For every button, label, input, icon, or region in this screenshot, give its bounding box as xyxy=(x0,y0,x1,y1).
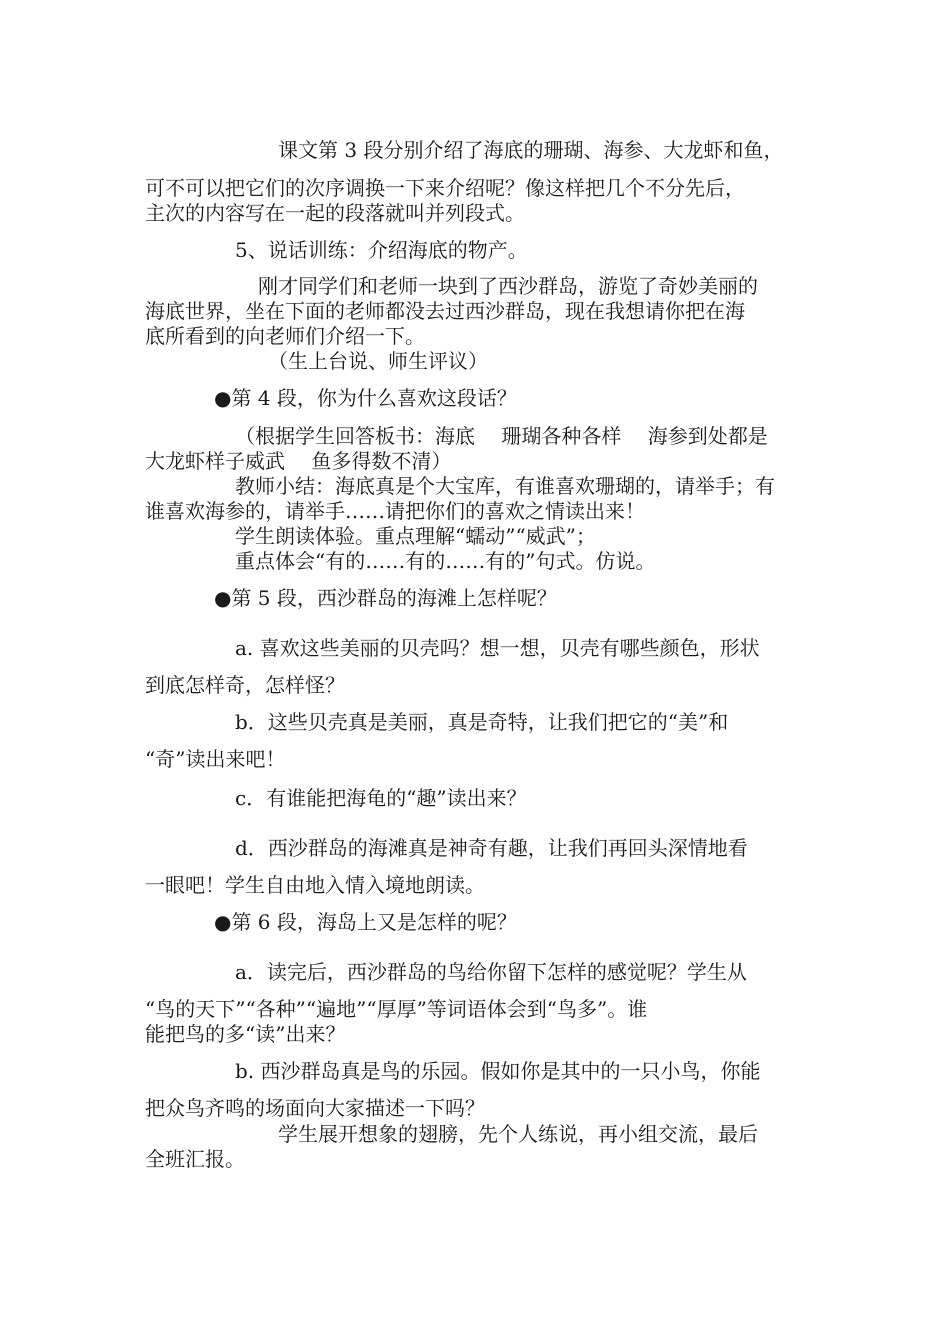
text-line: 课文第 3 段分别介绍了海底的珊瑚、海参、大龙虾和鱼， xyxy=(278,138,784,162)
text-line: 把众鸟齐鸣的场面向大家描述一下吗？ xyxy=(145,1096,485,1120)
text-line: 大龙虾样子威武 鱼多得数不清） xyxy=(145,449,452,473)
text-line: 底所看到的向老师们介绍一下。 xyxy=(145,324,425,348)
text-line: b. 西沙群岛真是鸟的乐园。假如你是其中的一只小鸟，你能 xyxy=(235,1059,761,1083)
text-line: （根据学生回答板书：海底 珊瑚各种各样 海参到处都是 xyxy=(235,424,768,448)
text-line: ●第 5 段，西沙群岛的海滩上怎样呢？ xyxy=(214,586,557,610)
text-line: 海底世界，坐在下面的老师都没去过西沙群岛，现在我想请你把在海 xyxy=(145,299,745,323)
text-line: d．西沙群岛的海滩真是神奇有趣，让我们再回头深情地看 xyxy=(235,836,748,860)
text-line: 主次的内容写在一起的段落就叫并列段式。 xyxy=(145,201,525,225)
text-line: 学生展开想象的翅膀，先个人练说，再小组交流，最后 xyxy=(278,1122,758,1146)
text-line: （生上台说、师生评议） xyxy=(268,349,488,373)
text-line: 教师小结：海底真是个大宝库，有谁喜欢珊瑚的，请举手；有 xyxy=(235,474,775,498)
text-line: “鸟的天下”“各种”“遍地”“厚厚”等词语体会到“鸟多”。谁 xyxy=(145,997,648,1021)
text-line: “奇”读出来吧！ xyxy=(145,747,286,771)
text-line: ●第 4 段，你为什么喜欢这段话？ xyxy=(214,386,517,410)
text-line: 到底怎样奇，怎样怪？ xyxy=(145,673,345,697)
text-line: c．有谁能把海龟的“趣”读出来？ xyxy=(235,786,527,810)
text-line: 能把鸟的多“读”出来？ xyxy=(145,1022,346,1046)
text-line: 5、说话训练：介绍海底的物产。 xyxy=(235,238,528,262)
text-line: 可不可以把它们的次序调换一下来介绍呢？像这样把几个不分先后， xyxy=(145,176,745,200)
text-line: a．读完后，西沙群岛的鸟给你留下怎样的感觉呢？学生从 xyxy=(235,960,747,984)
text-line: 谁喜欢海参的，请举手……请把你们的喜欢之情读出来！ xyxy=(145,499,645,523)
text-line: 一眼吧！学生自由地入情入境地朗读。 xyxy=(145,873,485,897)
text-line: b．这些贝壳真是美丽，真是奇特，让我们把它的“美”和 xyxy=(235,710,729,734)
text-line: 重点体会“有的……有的……有的”句式。仿说。 xyxy=(235,549,656,573)
text-line: 刚才同学们和老师一块到了西沙群岛，游览了奇妙美丽的 xyxy=(258,274,758,298)
text-line: 全班汇报。 xyxy=(145,1147,245,1171)
text-line: 学生朗读体验。重点理解“蠕动”“威武”； xyxy=(235,524,596,548)
text-line: a. 喜欢这些美丽的贝壳吗？想一想，贝壳有哪些颜色，形状 xyxy=(235,636,760,660)
text-line: ●第 6 段，海岛上又是怎样的呢？ xyxy=(214,910,517,934)
